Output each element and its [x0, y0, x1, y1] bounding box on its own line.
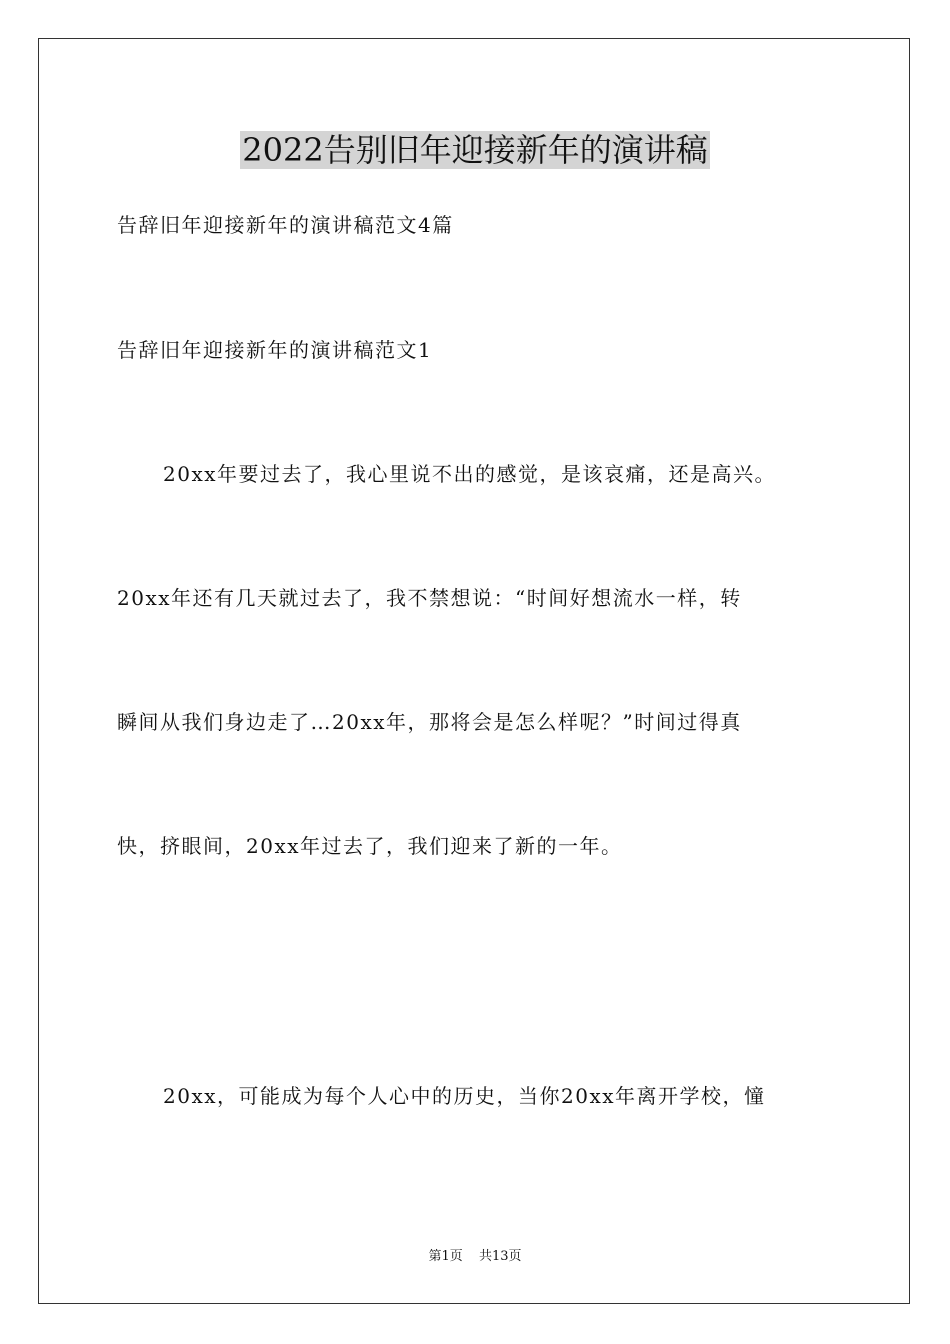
section-heading: 告辞旧年迎接新年的演讲稿范文1: [117, 338, 433, 362]
paragraph-line: 20xx，可能成为每个人心中的历史，当你20xx年离开学校，憧: [163, 1084, 766, 1108]
subtitle-line: 告辞旧年迎接新年的演讲稿范文4篇: [117, 213, 454, 237]
page-number: 第1页: [428, 1249, 463, 1264]
paragraph-line: 瞬间从我们身边走了…20xx年，那将会是怎么样呢？”时间过得真: [117, 710, 742, 734]
document-title: [0, 128, 950, 172]
page-footer: [0, 1248, 950, 1266]
paragraph-line: 快，挤眼间，20xx年过去了，我们迎来了新的一年。: [117, 834, 623, 858]
paragraph-line: 20xx年还有几天就过去了，我不禁想说：“时间好想流水一样，转: [117, 586, 742, 610]
document-title-text: 2022告别旧年迎接新年的演讲稿: [242, 131, 708, 169]
page-total: 共13页: [478, 1249, 522, 1264]
paragraph-line: 20xx年要过去了，我心里说不出的感觉，是该哀痛，还是高兴。: [163, 462, 777, 486]
